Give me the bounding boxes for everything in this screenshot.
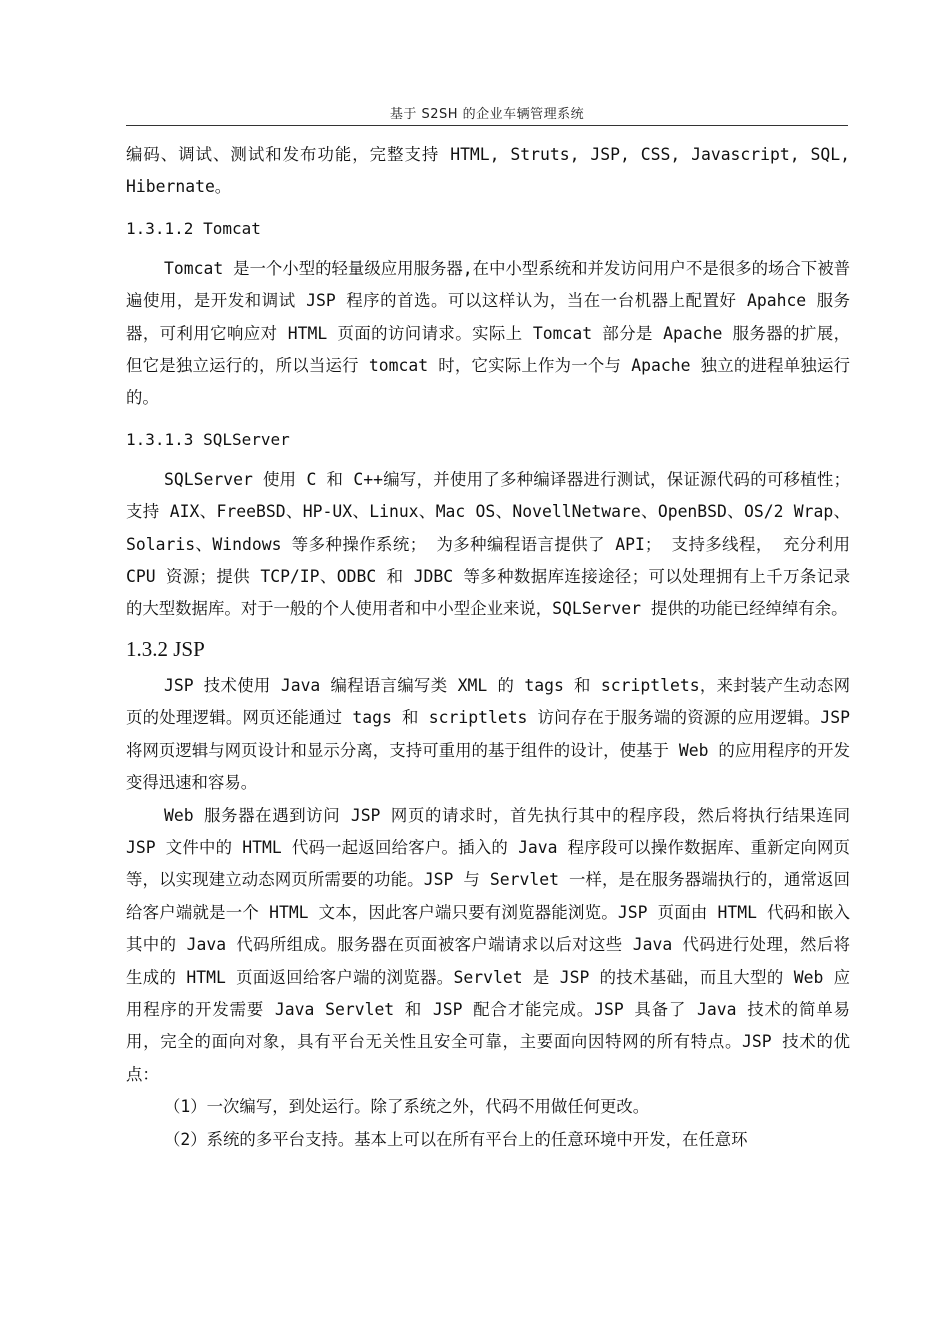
list-item-2: （2）系统的多平台支持。基本上可以在所有平台上的任意环境中开发，在任意环 (164, 1129, 748, 1149)
paragraph-intro-continuation: 编码、调试、测试和发布功能，完整支持 HTML, Struts, JSP, CSS, Javascript, SQL, Hibernate。 (126, 145, 850, 197)
paragraph-tomcat: Tomcat 是一个小型的轻量级应用服务器,在中小型系统和并发访问用户不是很多的场合下被普遍使用，是开发和调试 JSP 程序的首选。可以这样认为，当在一台机器上配置好 Apahce 服务器，可利用它响应对 HTML 页面的访问请求。实际上 Tomcat 部分是 Apache 服务器的扩展，但它是独立运行的，所以当运行 tomcat 时，它实际上作为一个与 Apache 独立的进程单独运行的。 (126, 258, 850, 408)
page-body (126, 139, 850, 1156)
section-heading-tomcat: 1.3.1.2 Tomcat (126, 218, 261, 238)
header-rule (126, 125, 848, 126)
running-header: 基于 S2SH 的企业车辆管理系统 (389, 107, 585, 122)
section-heading-jsp: 1.3.2 JSP (126, 636, 205, 661)
section-heading-sqlserver: 1.3.1.3 SQLServer (126, 429, 290, 449)
paragraph-sqlserver: SQLServer 使用 C 和 C++编写，并使用了多种编译器进行测试，保证源代码的可移植性；支持 AIX、FreeBSD、HP-UX、Linux、Mac OS、NovellNetware、OpenBSD、OS/2 Wrap、Solaris、Windows 等多种操作系统； 为多种编程语言提供了 API； 支持多线程， 充分利用 CPU 资源；提供 TCP/IP、ODBC 和 JDBC 等多种数据库连接途径；可以处理拥有上千万条记录的大型数据库。对于一般的个人使用者和中小型企业来说，SQLServer 提供的功能已经绰绰有余。 (126, 469, 850, 619)
paragraph-jsp-2: Web 服务器在遇到访问 JSP 网页的请求时，首先执行其中的程序段，然后将执行结果连同 JSP 文件中的 HTML 代码一起返回给客户。插入的 Java 程序段可以操作数据库、重新定向网页等，以实现建立动态网页所需要的功能。JSP 与 Servlet 一样，是在服务器端执行的，通常返回给客户端就是一个 HTML 文本，因此客户端只要有浏览器能浏览。JSP 页面由 HTML 代码和嵌入其中的 Java 代码所组成。服务器在页面被客户端请求以后对这些 Java 代码进行处理，然后将生成的 HTML 页面返回给客户端的浏览器。Servlet 是 JSP 的技术基础，而且大型的 Web 应用程序的开发需要 Java Servlet 和 JSP 配合才能完成。JSP 具备了 Java 技术的简单易用，完全的面向对象，具有平台无关性且安全可靠，主要面向因特网的所有特点。JSP 技术的优点： (126, 805, 850, 1084)
paragraph-jsp-1: JSP 技术使用 Java 编程语言编写类 XML 的 tags 和 scriptlets，来封装产生动态网页的处理逻辑。网页还能通过 tags 和 scriptlets 访问存在于服务端的资源的应用逻辑。JSP 将网页逻辑与网页设计和显示分离，支持可重用的基于组件的设计，使基于 Web 的应用程序的开发变得迅速和容易。 (126, 675, 850, 793)
list-item-1: （1）一次编写，到处运行。除了系统之外，代码不用做任何更改。 (164, 1097, 650, 1117)
